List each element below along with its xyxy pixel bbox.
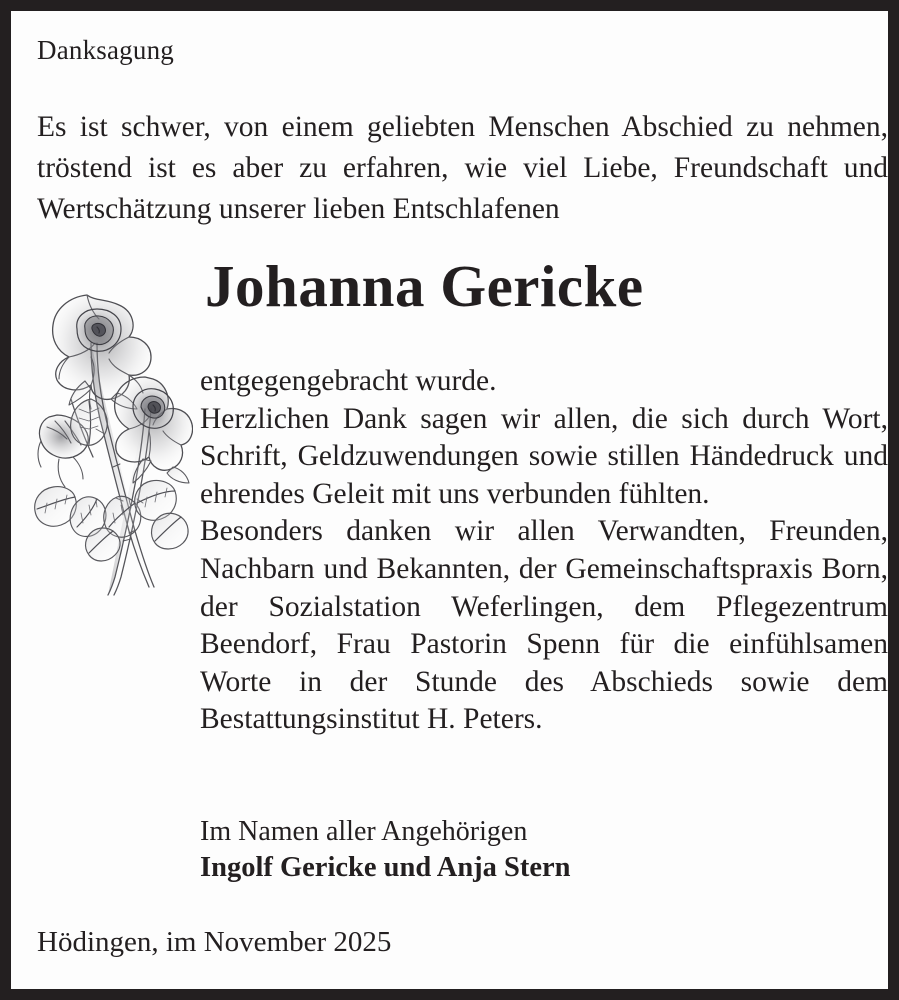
- intro-paragraph: Es ist schwer, von einem geliebten Menschen Abschied zu nehmen, tröstend ist es aber zu erfahren, wie viel Liebe, Freundschaft und Wertschätzung unserer lieben Entschlafenen: [37, 111, 888, 225]
- body-paragraph-3: Besonders danken wir allen Verwandten, Freunden, Nachbarn und Bekannten, der Gemeinschaftspraxis Born, der Sozialstation Weferlingen, dem Pflegezentrum Beendorf, Frau Pastorin Spenn für die einfühlsamen Worte in der Stunde des Abschieds sowie dem Bestattungsinstitut H. Peters.: [200, 515, 888, 736]
- signature-block: [200, 814, 888, 886]
- signature-intro: Im Namen aller Angehörigen: [200, 816, 528, 847]
- rose-bouquet-icon: [33, 281, 193, 601]
- notice-kicker: Danksagung: [37, 35, 174, 65]
- deceased-name: Johanna Gericke: [205, 253, 644, 319]
- body-paragraph-1: entgegengebracht wurde.: [200, 365, 497, 397]
- obituary-notice-paper: [11, 11, 888, 989]
- body-paragraph-2: Herzlichen Dank sagen wir allen, die sich durch Wort, Schrift, Geldzuwendungen sowie stillen Händedruck und ehrendes Geleit mit uns verbunden fühlten.: [200, 402, 888, 510]
- signature-names: Ingolf Gericke und Anja Stern: [200, 852, 571, 883]
- place-and-date: Hödingen, im November 2025: [37, 926, 392, 958]
- body-text-column: [200, 363, 888, 739]
